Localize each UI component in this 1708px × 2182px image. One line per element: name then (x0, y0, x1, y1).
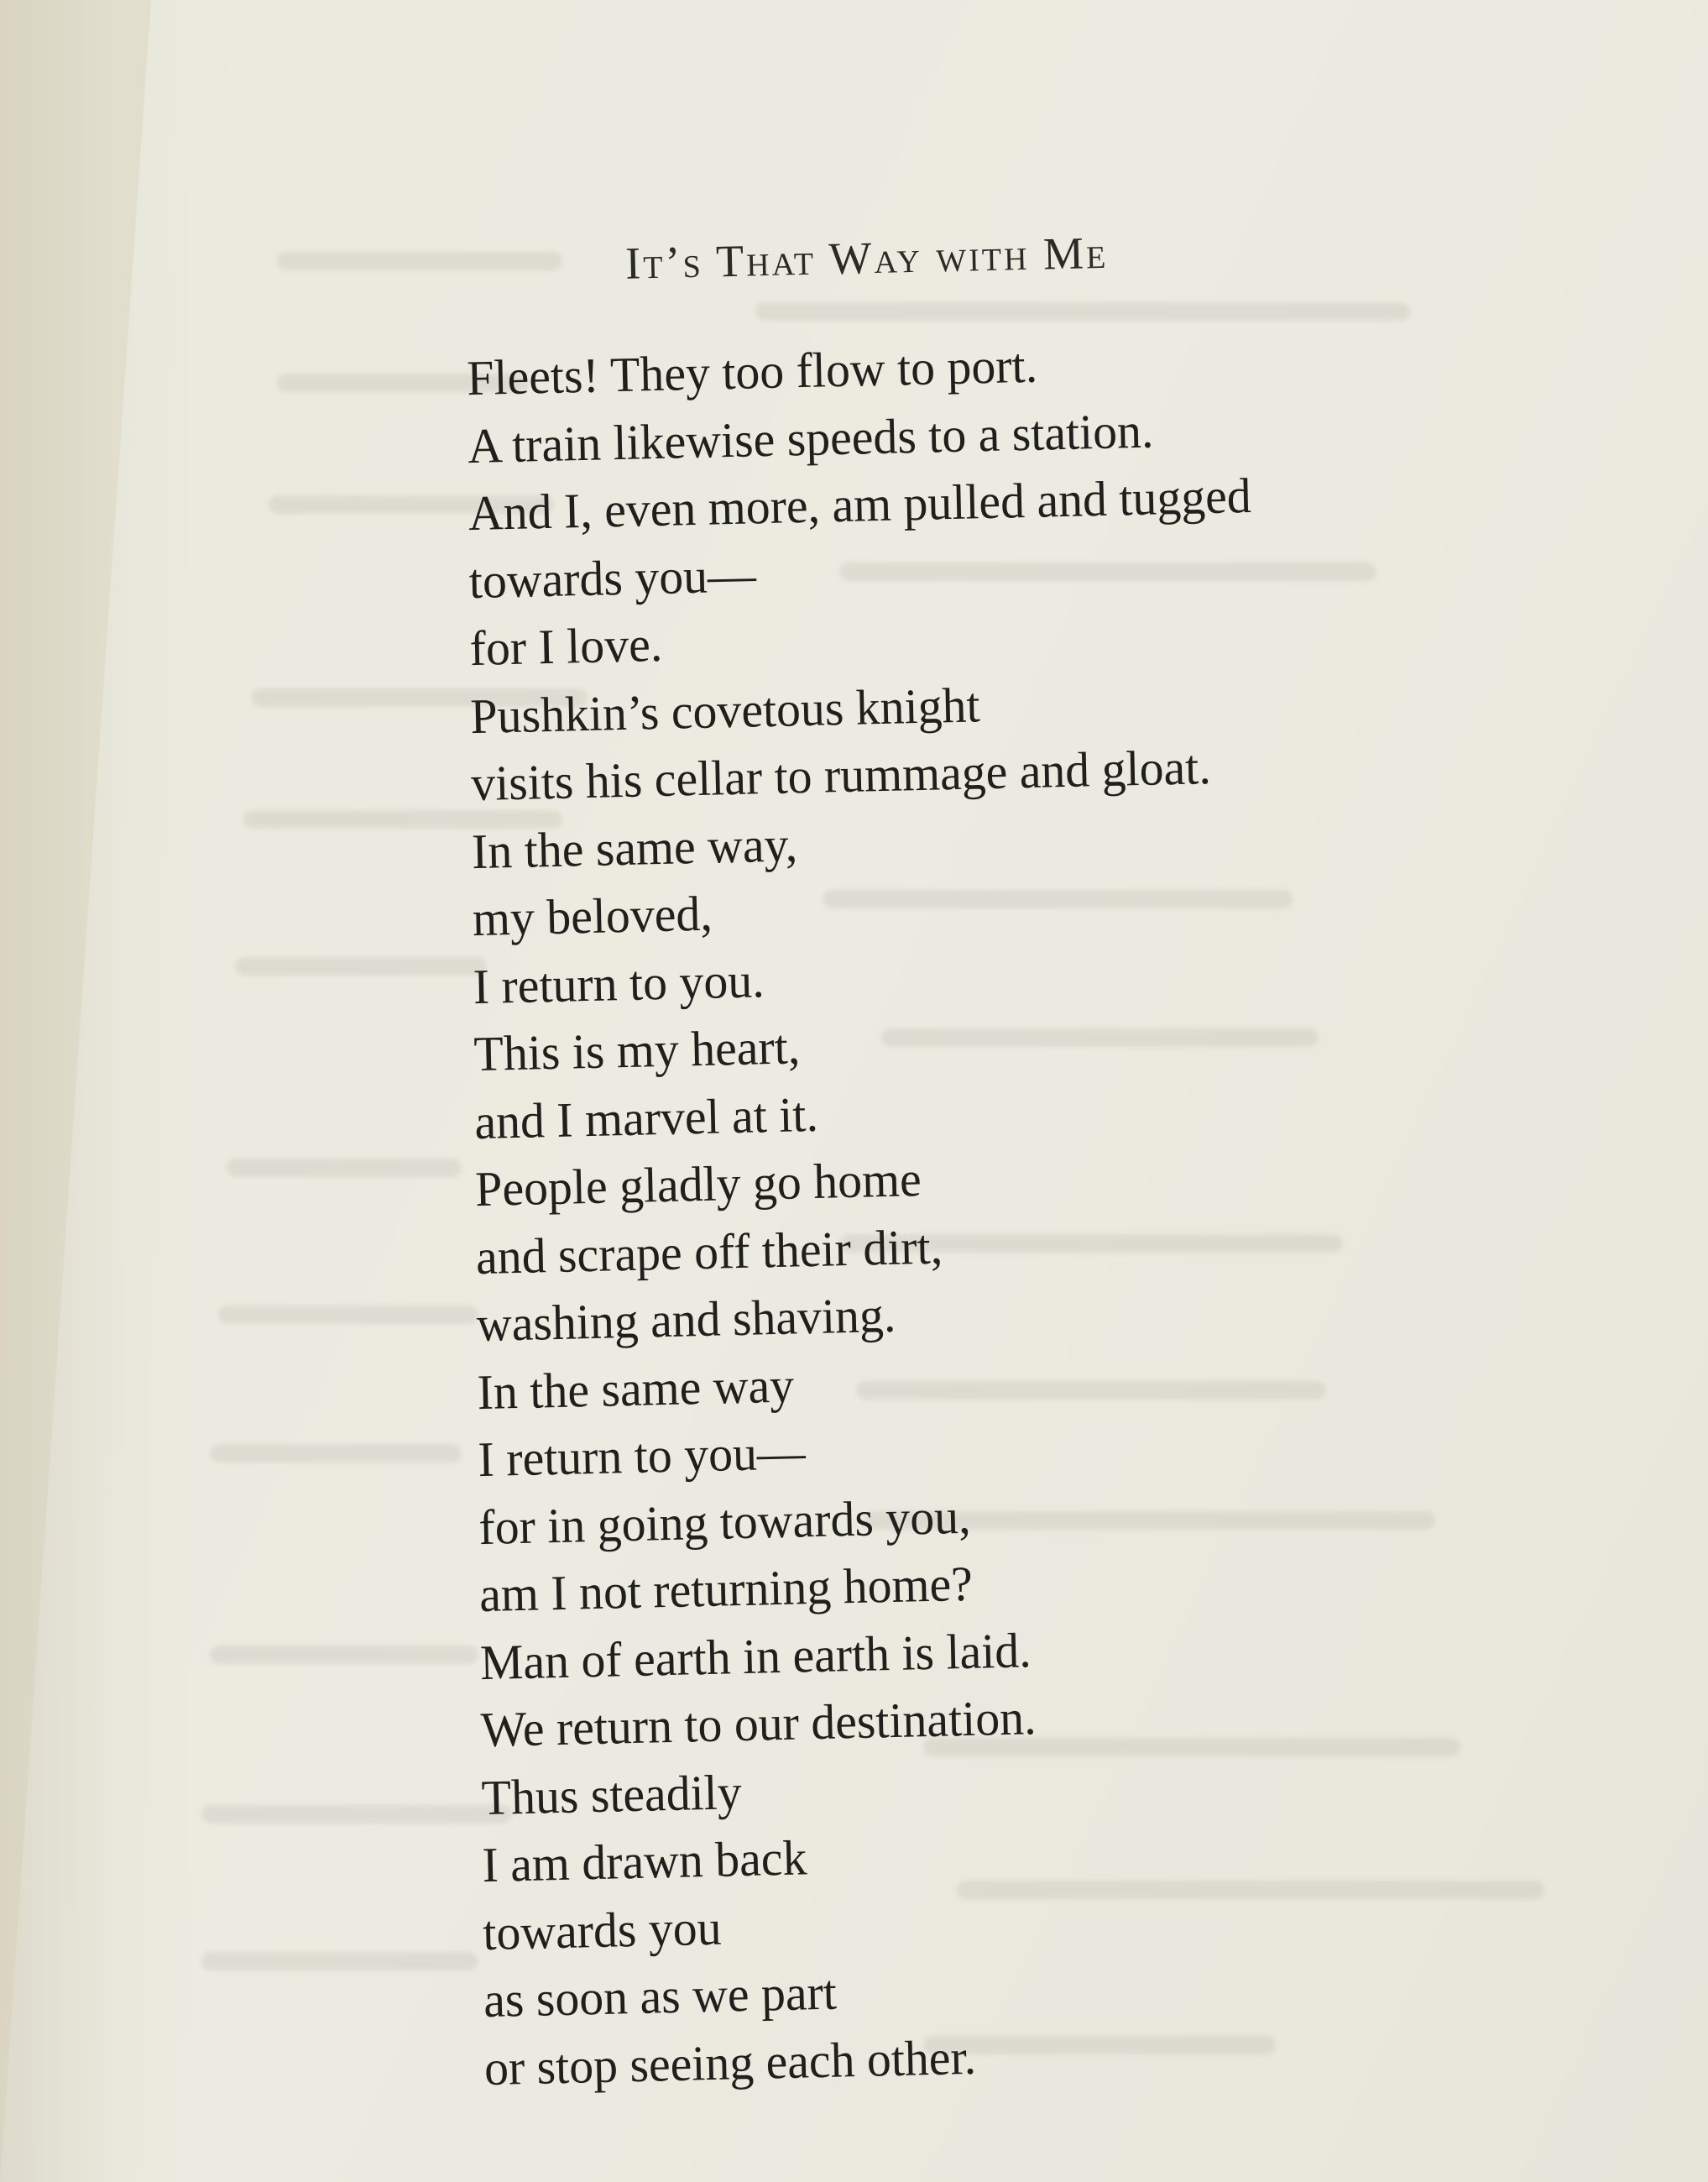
poem-line: This is my heart, (473, 1018, 801, 1082)
poem-line: and scrape off their dirt, (475, 1218, 943, 1285)
poem-line: We return to our destination. (480, 1689, 1037, 1758)
poem-line: my beloved, (472, 885, 713, 947)
poem-line: People gladly go home (474, 1151, 922, 1217)
poem-line: for in going towards you, (478, 1488, 972, 1555)
poem-line: visits his cellar to rummage and gloat. (470, 739, 1212, 812)
poem-line: washing and shaving. (476, 1286, 896, 1353)
poem-line: towards you— (468, 546, 757, 609)
poem-line: Thus steadily (480, 1763, 743, 1825)
poem-line: I return to you— (477, 1424, 807, 1488)
poem-lines (466, 322, 1512, 2101)
poem-line: In the same way (476, 1357, 795, 1420)
poem-line: A train likewise speeds to a station. (467, 402, 1155, 474)
poem-title: It’s That Way with Me (624, 227, 1109, 289)
poem-line: Pushkin’s covetous knight (469, 676, 981, 744)
poem-line: and I marvel at it. (473, 1086, 819, 1149)
poem-line: I return to you. (472, 951, 765, 1014)
poem-line: am I not returning home? (478, 1555, 974, 1623)
poem-line: In the same way, (471, 815, 798, 879)
poem-line: I am drawn back (481, 1829, 808, 1893)
poem-line: towards you (482, 1899, 723, 1960)
poem-line: for I love. (468, 615, 663, 677)
poem-line: Fleets! They too flow to port. (466, 337, 1038, 406)
poem-line: or stop seeing each other. (483, 2028, 977, 2096)
poem-line: as soon as we part (483, 1964, 838, 2028)
poem-line: Man of earth in earth is laid. (479, 1621, 1032, 1690)
poem-line: And I, even more, am pulled and tugged (467, 467, 1252, 542)
